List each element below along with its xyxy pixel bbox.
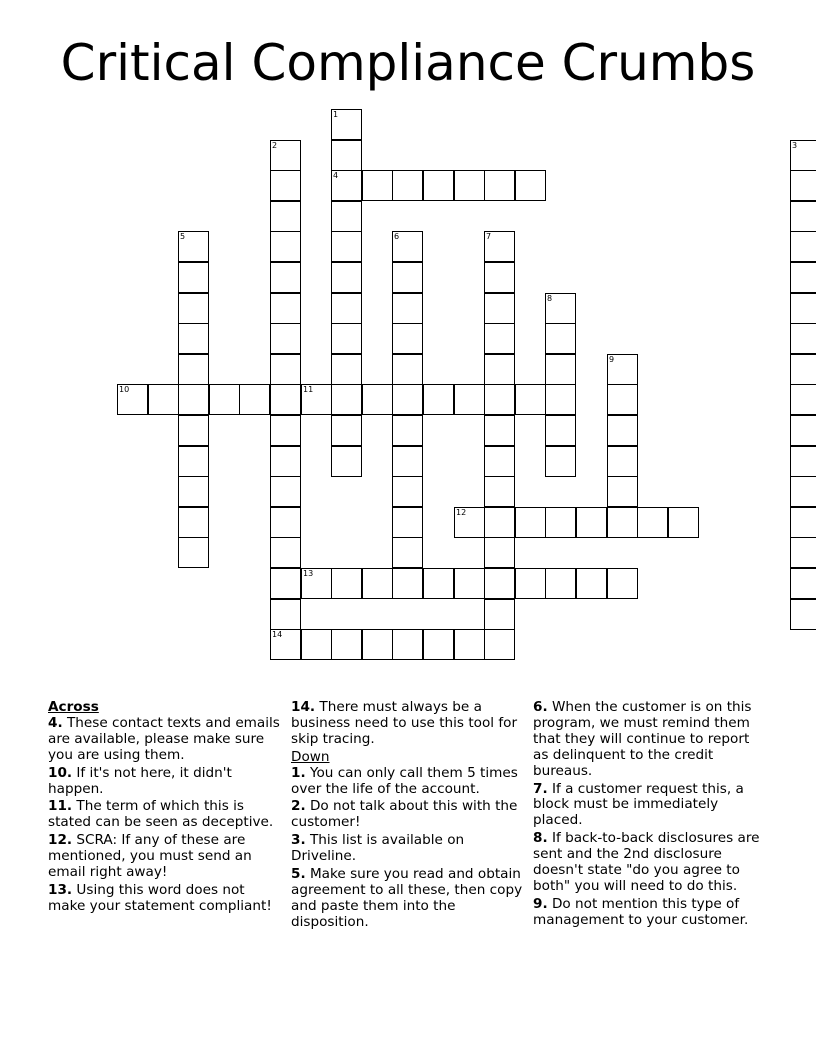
grid-cell[interactable] xyxy=(607,568,638,599)
clue-across-12: 12. SCRA: If any of these are mentioned, you must send an email right away! xyxy=(48,832,252,881)
grid-cell[interactable] xyxy=(515,170,546,201)
clue-number: 4 xyxy=(333,171,339,180)
clue-number: 11 xyxy=(303,385,314,394)
clue-across-11: 11. The term of which this is stated can be seen as deceptive. xyxy=(48,798,274,831)
clue-number: 3 xyxy=(792,141,798,150)
grid-cell[interactable] xyxy=(637,507,668,538)
grid-cell[interactable] xyxy=(790,170,816,201)
grid-cell[interactable] xyxy=(790,446,816,477)
grid-cell[interactable] xyxy=(545,507,576,538)
grid-cell[interactable] xyxy=(790,507,816,538)
grid-cell[interactable] xyxy=(484,323,515,354)
grid-cell[interactable] xyxy=(790,323,816,354)
clue-down-1: 1. You can only call them 5 times over the life of the account. xyxy=(291,764,518,797)
grid-cell[interactable] xyxy=(331,170,362,201)
grid-cell[interactable] xyxy=(331,384,362,415)
grid-cell[interactable] xyxy=(392,262,423,293)
grid-cell[interactable] xyxy=(392,323,423,354)
grid-cell[interactable] xyxy=(484,446,515,477)
grid-cell[interactable] xyxy=(790,599,816,630)
grid-cell[interactable] xyxy=(392,629,423,660)
grid-cell[interactable] xyxy=(362,384,393,415)
grid-cell[interactable] xyxy=(484,293,515,324)
grid-cell[interactable] xyxy=(209,384,240,415)
grid-cell[interactable] xyxy=(790,415,816,446)
clue-down-5: 5. Make sure you read and obtain agreement to all these, then copy and paste them into the disposition. xyxy=(291,866,523,930)
grid-cell[interactable] xyxy=(178,446,209,477)
grid-cell[interactable] xyxy=(178,384,209,415)
grid-cell[interactable] xyxy=(178,231,209,262)
grid-cell[interactable] xyxy=(301,568,332,599)
grid-cell[interactable] xyxy=(454,170,485,201)
grid-cell[interactable] xyxy=(545,323,576,354)
grid-cell[interactable] xyxy=(331,201,362,232)
grid-cell[interactable] xyxy=(331,140,362,171)
clue-down-3: 3. This list is available on Driveline. xyxy=(291,832,465,865)
grid-cell[interactable] xyxy=(270,231,301,262)
grid-cell[interactable] xyxy=(392,446,423,477)
grid-cell[interactable] xyxy=(392,354,423,385)
grid-cell[interactable] xyxy=(576,507,607,538)
grid-cell[interactable] xyxy=(270,170,301,201)
grid-cell[interactable] xyxy=(454,568,485,599)
clue-number: 13 xyxy=(303,569,314,578)
grid-cell[interactable] xyxy=(545,446,576,477)
grid-cell[interactable] xyxy=(423,170,454,201)
grid-cell[interactable] xyxy=(484,415,515,446)
clue-number: 5 xyxy=(180,232,186,241)
grid-cell[interactable] xyxy=(270,384,301,415)
clue-number: 2 xyxy=(272,141,278,150)
grid-cell[interactable] xyxy=(270,599,301,630)
grid-cell[interactable] xyxy=(239,384,270,415)
grid-cell[interactable] xyxy=(178,537,209,568)
grid-cell[interactable] xyxy=(270,507,301,538)
clue-number: 7 xyxy=(486,232,492,241)
grid-cell[interactable] xyxy=(545,354,576,385)
grid-cell[interactable] xyxy=(270,293,301,324)
clue-down-2: 2. Do not talk about this with the customer! xyxy=(291,798,518,831)
clue-across-10: 10. If it's not here, it didn't happen. xyxy=(48,764,232,797)
grid-cell[interactable] xyxy=(607,415,638,446)
grid-cell[interactable] xyxy=(178,293,209,324)
grid-cell[interactable] xyxy=(454,507,485,538)
grid-cell[interactable] xyxy=(270,476,301,507)
grid-cell[interactable] xyxy=(545,384,576,415)
grid-cell[interactable] xyxy=(331,446,362,477)
grid-cell[interactable] xyxy=(668,507,699,538)
grid-cell[interactable] xyxy=(270,201,301,232)
grid-cell[interactable] xyxy=(392,507,423,538)
grid-cell[interactable] xyxy=(270,415,301,446)
grid-cell[interactable] xyxy=(270,568,301,599)
across-heading: Across xyxy=(48,699,99,715)
clues-column-3 xyxy=(533,700,765,931)
grid-cell[interactable] xyxy=(392,568,423,599)
grid-cell[interactable] xyxy=(362,629,393,660)
grid-cell[interactable] xyxy=(423,384,454,415)
grid-cell[interactable] xyxy=(392,415,423,446)
grid-cell[interactable] xyxy=(331,293,362,324)
grid-cell[interactable] xyxy=(454,384,485,415)
clue-across-14: 14. There must always be a business need to use this tool for skip tracing. xyxy=(291,699,518,747)
grid-cell[interactable] xyxy=(392,537,423,568)
grid-cell[interactable] xyxy=(607,446,638,477)
grid-cell[interactable] xyxy=(331,262,362,293)
grid-cell[interactable] xyxy=(178,354,209,385)
clue-number: 12 xyxy=(456,508,467,517)
grid-cell[interactable] xyxy=(331,629,362,660)
grid-cell[interactable] xyxy=(790,262,816,293)
grid-cell[interactable] xyxy=(148,384,179,415)
clue-down-7: 7. If a customer request this, a block must be immediately placed. xyxy=(533,780,744,829)
grid-cell[interactable] xyxy=(270,446,301,477)
clue-down-8: 8. If back-to-back disclosures are sent and the 2nd disclosure doesn't state "do you agree to both" you will need to do this. xyxy=(533,830,760,894)
grid-cell[interactable] xyxy=(301,384,332,415)
grid-cell[interactable] xyxy=(484,507,515,538)
puzzle-title: Critical Compliance Crumbs xyxy=(60,34,756,92)
grid-cell[interactable] xyxy=(331,231,362,262)
grid-cell[interactable] xyxy=(270,629,301,660)
grid-cell[interactable] xyxy=(607,507,638,538)
clue-across-4: 4. These contact texts and emails are available, please make sure you are using them. xyxy=(48,714,280,763)
grid-cell[interactable] xyxy=(790,384,816,415)
grid-cell[interactable] xyxy=(331,109,362,140)
grid-cell[interactable] xyxy=(484,599,515,630)
grid-cell[interactable] xyxy=(178,262,209,293)
grid-cell[interactable] xyxy=(392,384,423,415)
grid-cell[interactable] xyxy=(607,476,638,507)
grid-cell[interactable] xyxy=(392,170,423,201)
grid-cell[interactable] xyxy=(362,568,393,599)
grid-cell[interactable] xyxy=(331,568,362,599)
clues-column-1 xyxy=(48,700,280,917)
grid-cell[interactable] xyxy=(301,629,332,660)
grid-cell[interactable] xyxy=(790,140,816,171)
grid-cell[interactable] xyxy=(484,537,515,568)
grid-cell[interactable] xyxy=(790,231,816,262)
clue-down-9: 9. Do not mention this type of management to your customer. xyxy=(533,895,749,928)
grid-cell[interactable] xyxy=(484,568,515,599)
clue-number: 1 xyxy=(333,110,339,119)
grid-cell[interactable] xyxy=(392,476,423,507)
grid-cell[interactable] xyxy=(331,354,362,385)
clue-number: 14 xyxy=(272,630,283,639)
grid-cell[interactable] xyxy=(790,293,816,324)
grid-cell[interactable] xyxy=(515,384,546,415)
grid-cell[interactable] xyxy=(515,568,546,599)
grid-cell[interactable] xyxy=(270,262,301,293)
grid-cell[interactable] xyxy=(331,323,362,354)
grid-cell[interactable] xyxy=(484,262,515,293)
grid-cell[interactable] xyxy=(484,354,515,385)
clue-number: 9 xyxy=(609,355,615,364)
grid-cell[interactable] xyxy=(270,323,301,354)
grid-cell[interactable] xyxy=(545,293,576,324)
grid-cell[interactable] xyxy=(545,568,576,599)
grid-cell[interactable] xyxy=(423,568,454,599)
grid-cell[interactable] xyxy=(392,231,423,262)
grid-cell[interactable] xyxy=(178,507,209,538)
grid-cell[interactable] xyxy=(515,507,546,538)
grid-cell[interactable] xyxy=(790,201,816,232)
clue-number: 10 xyxy=(119,385,130,394)
grid-cell[interactable] xyxy=(331,415,362,446)
grid-cell[interactable] xyxy=(545,415,576,446)
grid-cell[interactable] xyxy=(484,231,515,262)
grid-cell[interactable] xyxy=(270,354,301,385)
grid-cell[interactable] xyxy=(117,384,148,415)
clue-across-13: 13. Using this word does not make your statement compliant! xyxy=(48,881,272,914)
clues-column-2 xyxy=(291,700,523,933)
grid-cell[interactable] xyxy=(270,537,301,568)
grid-cell[interactable] xyxy=(790,537,816,568)
grid-cell[interactable] xyxy=(484,170,515,201)
grid-cell[interactable] xyxy=(423,629,454,660)
grid-cell[interactable] xyxy=(178,415,209,446)
grid-cell[interactable] xyxy=(178,323,209,354)
clue-number: 8 xyxy=(547,294,553,303)
grid-cell[interactable] xyxy=(484,476,515,507)
clue-number: 6 xyxy=(394,232,400,241)
grid-cell[interactable] xyxy=(178,476,209,507)
grid-cell[interactable] xyxy=(607,354,638,385)
grid-cell[interactable] xyxy=(362,170,393,201)
grid-cell[interactable] xyxy=(790,568,816,599)
grid-cell[interactable] xyxy=(790,354,816,385)
grid-cell[interactable] xyxy=(484,384,515,415)
grid-cell[interactable] xyxy=(484,629,515,660)
grid-cell[interactable] xyxy=(392,293,423,324)
grid-cell[interactable] xyxy=(607,384,638,415)
clue-down-6: 6. When the customer is on this program, we must remind them that they will continue to report as delinquent to the credit bureaus. xyxy=(533,699,752,779)
grid-cell[interactable] xyxy=(576,568,607,599)
grid-cell[interactable] xyxy=(270,140,301,171)
down-heading: Down xyxy=(291,748,330,765)
grid-cell[interactable] xyxy=(790,476,816,507)
grid-cell[interactable] xyxy=(454,629,485,660)
